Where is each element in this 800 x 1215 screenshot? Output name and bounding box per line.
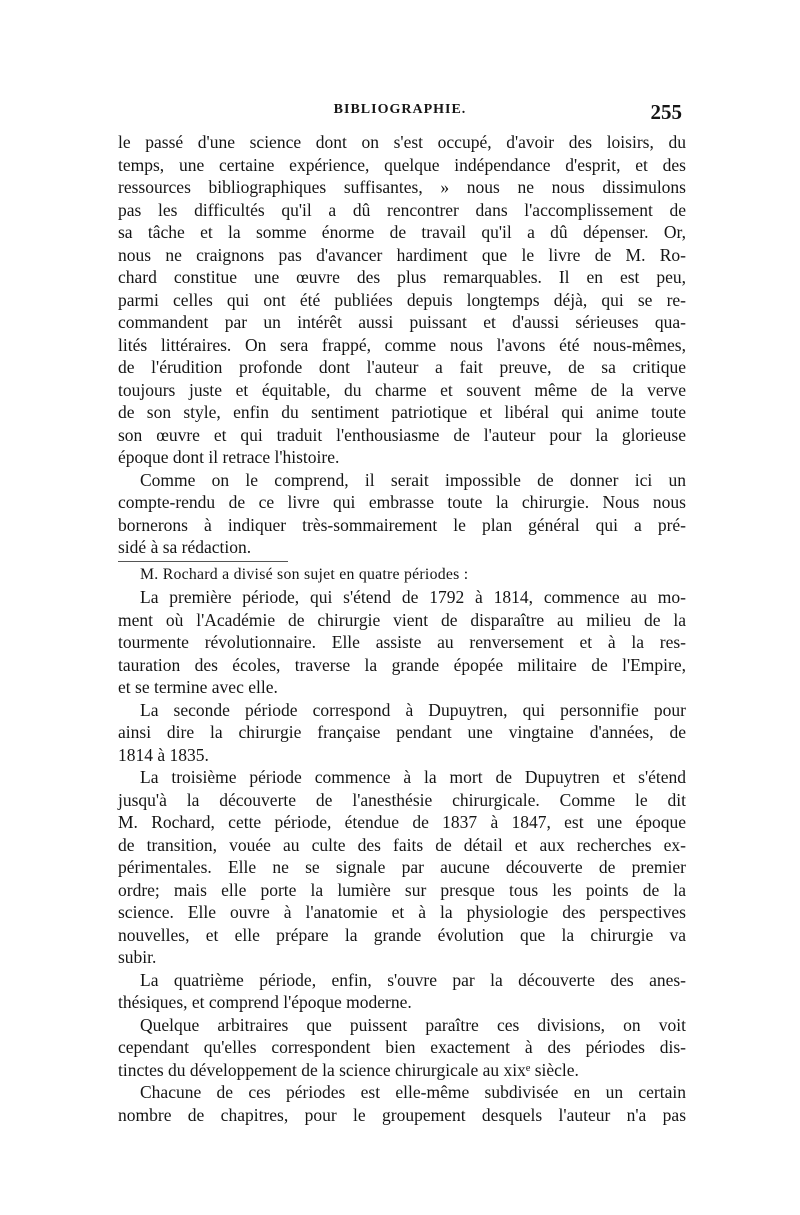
- text-line: chard constitue une œuvre des plus remarquables. Il en est peu,: [118, 267, 686, 287]
- text-line: nombre de chapitres, pour le groupement desquels l'auteur n'a pas: [118, 1104, 686, 1125]
- text-line: son œuvre et qui traduit l'enthousiasme de l'auteur pour la glorieuse: [118, 424, 686, 445]
- text-line: ment où l'Académie de chirurgie vient de disparaître au milieu de la: [118, 609, 686, 630]
- text-line: subir.: [118, 947, 157, 967]
- text-line: tauration des écoles, traverse la grande épopée militaire de l'Empire,: [118, 654, 686, 675]
- text-line: La troisième période commence à la mort de Dupuytren et s'étend: [140, 767, 686, 787]
- text-line: M. Rochard, cette période, étendue de 1837 à 1847, est une époque: [118, 812, 686, 832]
- text-line: de son style, enfin du sentiment patriotique et libéral qui anime toute: [118, 402, 686, 422]
- text-line: tourmente révolutionnaire. Elle assiste au renversement et à la res-: [118, 632, 686, 652]
- text-line: science. Elle ouvre à l'anatomie et à la physiologie des perspectives: [118, 902, 686, 922]
- page-number: 255: [650, 100, 682, 124]
- separator: [118, 559, 686, 564]
- text-line: La quatrième période, enfin, s'ouvre par la découverte des anes-: [140, 969, 686, 990]
- text-line: parmi celles qui ont été publiées depuis longtemps déjà, qui se re-: [118, 289, 686, 310]
- page-header: [118, 100, 682, 130]
- text-line: compte-rendu de ce livre qui embrasse toute la chirurgie. Nous nous: [118, 492, 686, 512]
- text-line: La première période, qui s'étend de 1792 à 1814, commence au mo-: [140, 587, 686, 607]
- text-line: le passé d'une science dont on s'est occupé, d'avoir des loisirs, du: [118, 132, 686, 152]
- text-line: sidé à sa rédaction.: [118, 537, 252, 557]
- text-line: nouvelles, et elle prépare la grande évolution que la chirurgie va: [118, 924, 686, 945]
- text-line: 1814 à 1835.: [118, 744, 209, 765]
- text-line: Quelque arbitraires que puissent paraître ces divisions, on voit: [140, 1014, 686, 1035]
- text-line: thésiques, et comprend l'époque moderne.: [118, 992, 412, 1012]
- text-line: ressources bibliographiques suffisantes, » nous ne nous dissimulons: [118, 177, 686, 197]
- text-line: bornerons à indiquer très-sommairement le plan général qui a pré-: [118, 514, 686, 535]
- text-line: jusqu'à la découverte de l'anesthésie chirurgicale. Comme le dit: [118, 789, 686, 810]
- text-line: Comme on le comprend, il serait impossible de donner ici un: [140, 469, 686, 490]
- text-line: nous ne craignons pas d'avancer hardiment que le livre de M. Ro-: [118, 244, 686, 265]
- text-line: époque dont il retrace l'histoire.: [118, 447, 340, 467]
- running-title: BIBLIOGRAPHIE.: [333, 102, 467, 117]
- text-line: M. Rochard a divisé son sujet en quatre périodes :: [140, 565, 469, 583]
- separator-rule: [118, 561, 288, 562]
- text-line: de l'érudition profonde dont l'auteur a fait preuve, de sa critique: [118, 357, 686, 377]
- text-line: tinctes du développement de la science chirurgicale au xixᵉ siècle.: [118, 1059, 579, 1080]
- text-line: sa tâche et la somme énorme de travail qu'il a dû dépenser. Or,: [118, 222, 686, 242]
- body-text: [118, 131, 686, 1126]
- text-line: toujours juste et équitable, du charme et souvent même de la verve: [118, 379, 686, 400]
- text-line: ordre; mais elle porte la lumière sur presque tous les points de la: [118, 879, 686, 900]
- text-line: ainsi dire la chirurgie française pendant une vingtaine d'années, de: [118, 722, 686, 742]
- text-line: et se termine avec elle.: [118, 677, 278, 697]
- text-line: Chacune de ces périodes est elle-même subdivisée en un certain: [140, 1082, 686, 1102]
- text-line: pas les difficultés qu'il a dû rencontrer dans l'accomplissement de: [118, 199, 686, 220]
- text-line: cependant qu'elles correspondent bien exactement à des périodes dis-: [118, 1037, 686, 1057]
- text-line: commandent par un intérêt aussi puissant et d'aussi sérieuses qua-: [118, 312, 686, 332]
- text-line: temps, une certaine expérience, quelque indépendance d'esprit, et des: [118, 154, 686, 175]
- text-line: lités littéraires. On sera frappé, comme nous l'avons été nous-mêmes,: [118, 334, 686, 355]
- text-line: La seconde période correspond à Dupuytren, qui personnifie pour: [140, 699, 686, 720]
- text-line: périmentales. Elle ne se signale par aucune découverte de premier: [118, 857, 686, 877]
- text-line: de transition, vouée au culte des faits de détail et aux recherches ex-: [118, 834, 686, 855]
